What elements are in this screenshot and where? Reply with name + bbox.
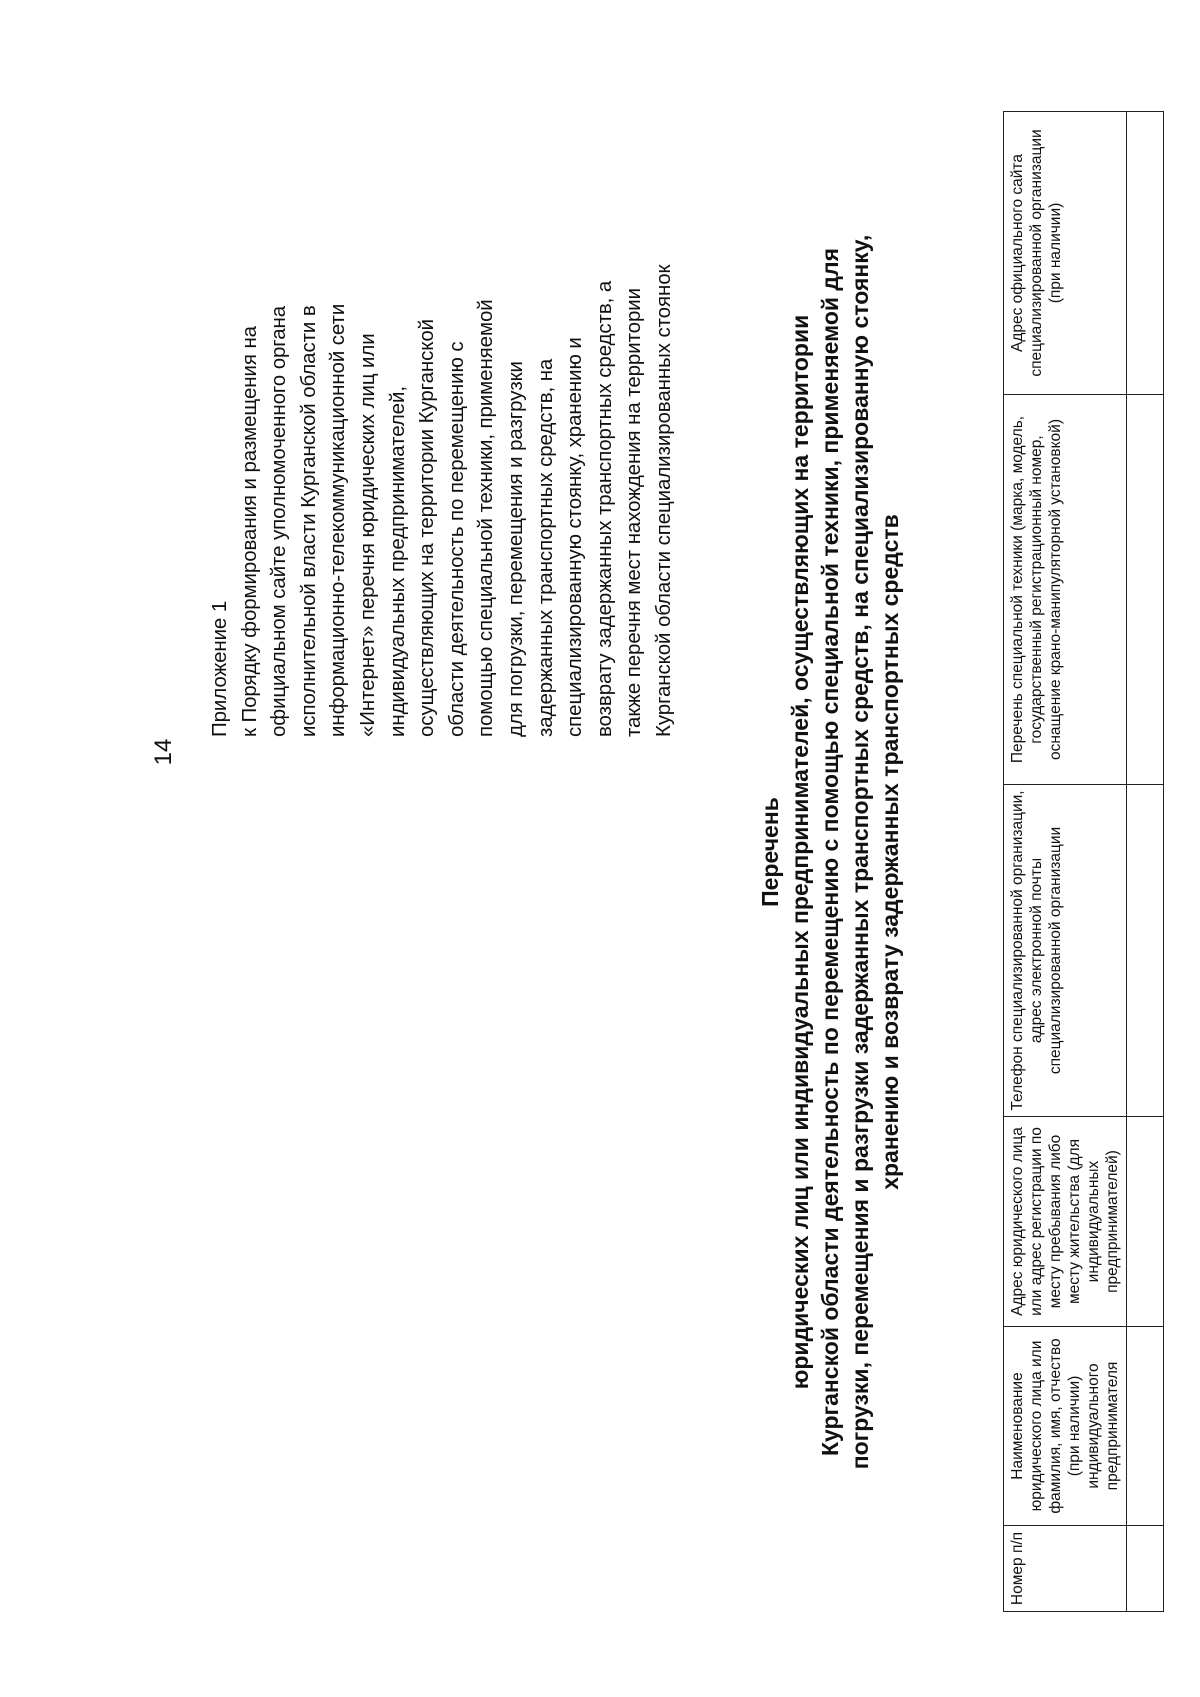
appendix-line: исполнительной власти Курганской области в (296, 305, 320, 737)
column-header-website: Адрес официального сайта специализированной организации (при наличии) (1004, 112, 1127, 395)
appendix-line: задержанных транспортных средств, на (533, 358, 557, 737)
appendix-line: «Интернет» перечня юридических лиц или (355, 333, 379, 737)
appendix-line: индивидуальных предпринимателей, (385, 386, 409, 737)
table-cell (1127, 1327, 1164, 1526)
title-line: погрузки, перемещения и разгрузки задержанных транспортных средств, на специализированную стоянку, (847, 234, 873, 1470)
appendix-line: для погрузки, перемещения и разгрузки (503, 361, 527, 737)
table-header-row (1004, 112, 1127, 1612)
appendix-line: области деятельность по перемещению с (444, 341, 468, 737)
appendix-line: Приложение 1 (208, 600, 231, 737)
table-row (1127, 112, 1164, 1612)
column-header-address: Адрес юридического лица или адрес регистрации по месту пребывания либо месту жительства (для индивидуальных предпринимателей) (1004, 1117, 1127, 1327)
document-title (755, 102, 905, 1602)
appendix-line: помощью специальной техники, применяемой (474, 299, 498, 737)
appendix-line: возврату задержанных транспортных средств, а (592, 280, 616, 737)
column-header-name: Наименование юридического лица или фамилия, имя, отчество (при наличии) индивидуального предпринимателя (1004, 1327, 1127, 1526)
title-line: хранению и возврату задержанных транспортных средств (877, 514, 903, 1190)
appendix-line: осуществляющих на территории Курганской (415, 318, 439, 737)
table-cell (1127, 395, 1164, 785)
column-header-equipment: Перечень специальной техники (марка, модель, государственный регистрационный номер, оснащение крано-манипуляторной установкой) (1004, 395, 1127, 785)
table-cell (1127, 112, 1164, 395)
page-number: 14 (150, 738, 177, 766)
appendix-line: Курганской области специализированных стоянок (651, 264, 675, 737)
appendix-note (205, 77, 679, 737)
table-cell (1127, 1117, 1164, 1327)
title-heading: Перечень (757, 797, 783, 907)
appendix-line: к Порядку формирования и размещения на (237, 326, 261, 737)
appendix-line: также перечня мест нахождения на территории (622, 288, 646, 737)
appendix-line: официальном сайте уполномоченного органа (267, 305, 291, 737)
column-header-phone-email: Телефон специализированной организации, адрес электронной почты специализированной организации (1004, 785, 1127, 1117)
appendix-line: информационно-телекоммуникационной сети (326, 303, 350, 737)
registry-table (1003, 111, 1164, 1612)
table-cell (1127, 785, 1164, 1117)
table-cell (1127, 1526, 1164, 1612)
title-line: юридических лиц или индивидуальных предпринимателей, осуществляющих на территории (787, 314, 813, 1390)
appendix-line: специализированную стоянку, хранению и (563, 337, 587, 737)
title-line: Курганской области деятельность по перемещению с помощью специальной техники, применяемой для (817, 247, 843, 1457)
column-header-number: Номер п/п (1004, 1526, 1127, 1612)
